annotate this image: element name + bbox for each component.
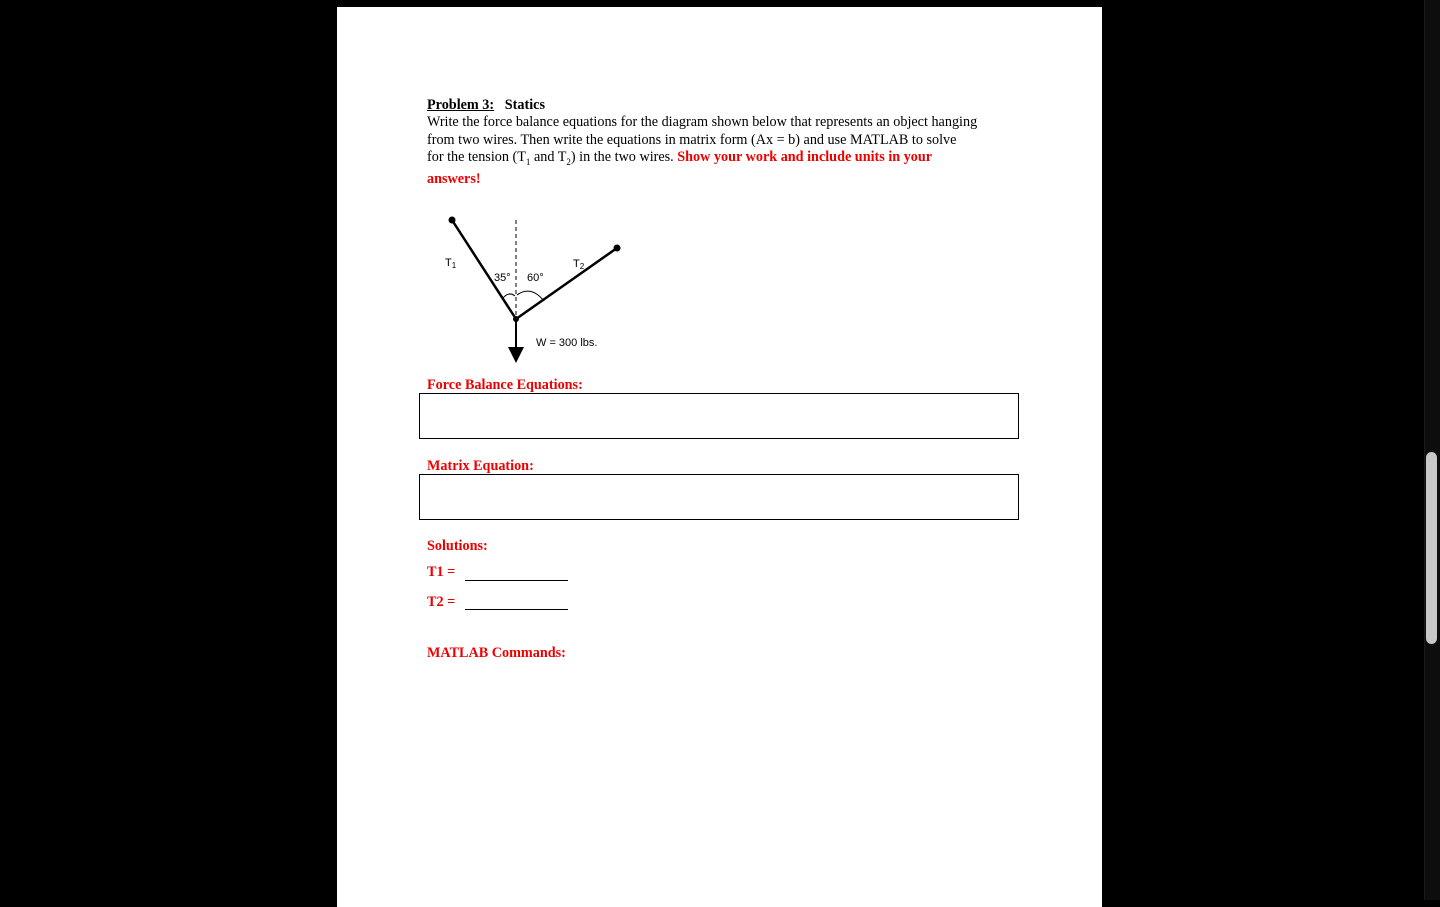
document-page <box>337 7 1102 907</box>
problem-statement <box>427 97 1027 189</box>
scrollbar-thumb[interactable] <box>1426 452 1437 644</box>
weight-label: W = 300 lbs. <box>536 337 598 349</box>
angle-arc-35 <box>503 294 515 298</box>
problem-topic: Statics <box>504 97 545 113</box>
force-diagram <box>427 207 667 377</box>
t1-label: T1 <box>445 257 457 270</box>
scrollbar-track[interactable] <box>1424 0 1440 900</box>
angle-arc-60 <box>517 291 544 301</box>
problem-number: Problem 3: <box>427 97 495 113</box>
angle-label-60: 60° <box>527 272 544 284</box>
problem-text-line: Write the force balance equations for the diagram shown below that represents an object hanging <box>427 114 978 131</box>
t2-answer-line[interactable] <box>465 609 568 610</box>
instruction-emphasis: Show your work and include units in your <box>677 149 933 166</box>
matrix-equation-answer-box[interactable] <box>419 474 1019 520</box>
t2-solution-label: T2 = <box>427 594 456 610</box>
angle-label-35: 35° <box>494 272 511 284</box>
anchor-point-t2 <box>614 245 621 252</box>
t2-label: T2 <box>573 258 585 271</box>
wire-t1 <box>452 220 516 319</box>
solutions-label: Solutions: <box>427 538 488 554</box>
problem-text-line: for the tension ($T_1$ and $T_2$) in the two wires. Show your work and include units in your <box>427 149 933 168</box>
t1-answer-line[interactable] <box>465 580 568 581</box>
anchor-point-t1 <box>449 217 456 224</box>
matrix-equation-label: Matrix Equation: <box>427 458 534 474</box>
instruction-emphasis: answers! <box>427 171 481 188</box>
matlab-commands-label: MATLAB Commands: <box>427 645 566 661</box>
problem-text-line: from two wires. Then write the equations in matrix form (Ax = b) and use MATLAB to solve <box>427 131 957 148</box>
t1-solution-label: T1 = <box>427 564 456 580</box>
problem-heading <box>427 97 1027 114</box>
force-balance-label: Force Balance Equations: <box>427 377 583 393</box>
force-balance-answer-box[interactable] <box>419 393 1019 439</box>
